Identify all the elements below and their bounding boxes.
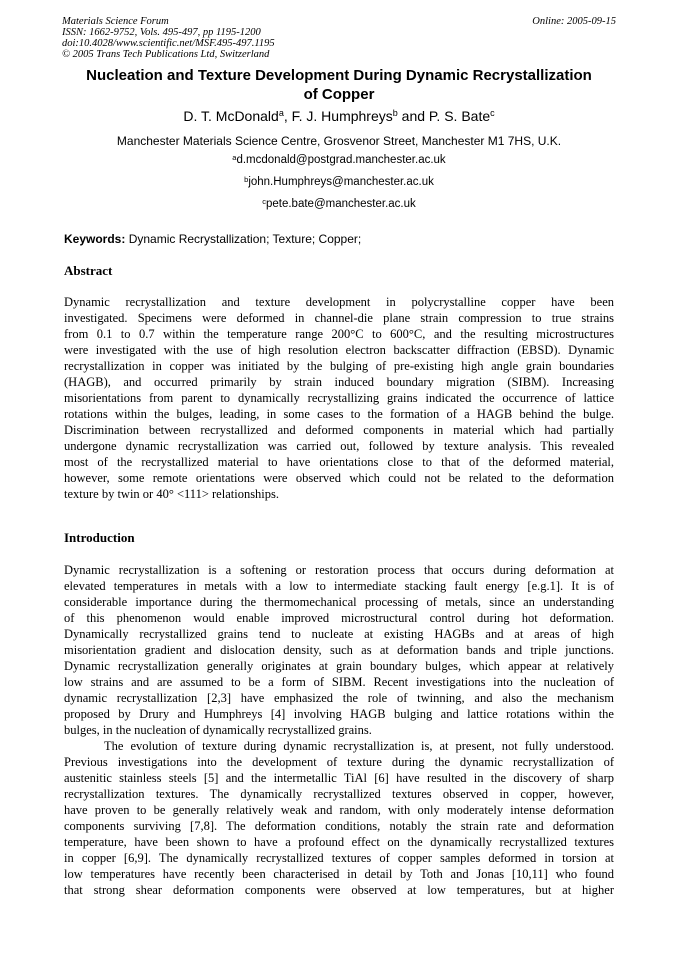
doi-line[interactable]: doi:10.4028/www.scientific.net/MSF.495-497.1195 (62, 38, 275, 49)
author-1: D. T. McDonald (183, 108, 279, 124)
author-3: and P. S. Bate (397, 108, 491, 124)
introduction-line: temperature, have been shown to have a profound effect on the dynamically recrystallized textures (64, 835, 614, 849)
abstract-line: were investigated with the use of high resolution electron backscatter diffraction (EBSD). Dynamic (64, 343, 614, 357)
issn-line: ISSN: 1662-9752, Vols. 495-497, pp 1195-1200 (62, 27, 261, 38)
title-line-2: of Copper (303, 86, 375, 103)
email-b-address[interactable]: john.Humphreys@manchester.ac.uk (248, 176, 434, 188)
email-a[interactable] (62, 153, 616, 167)
email-b[interactable] (62, 175, 616, 189)
introduction-line: in copper [6,9]. The dynamically recrystallized textures of copper samples deformed in torsion at (64, 851, 614, 865)
abstract-line: Dynamic recrystallization and texture development in polycrystalline copper have been (64, 295, 614, 309)
introduction-line: Previous investigations into the development of texture during the dynamic recrystallization of (64, 755, 614, 769)
author-2: , F. J. Humphreys (283, 108, 393, 124)
introduction-line: The evolution of texture during dynamic recrystallization is, at present, not fully understood. (104, 739, 614, 753)
introduction-line: Dynamic recrystallization generally originates at grain boundary bulges, which appear at relatively (64, 659, 614, 673)
author-3-mark: c (490, 108, 495, 118)
abstract-line: however, some remote orientations were observed which could not be related to the deformation (64, 471, 614, 485)
introduction-line: low strains and are assumed to be a form of SIBM. Recent investigations into the nucleation of (64, 675, 614, 689)
keywords-label: Keywords: (64, 232, 126, 246)
journal-header (62, 16, 616, 60)
introduction-heading: Introduction (64, 530, 135, 545)
abstract-body (64, 294, 614, 502)
keywords-text: Dynamic Recrystallization; Texture; Copper; (125, 232, 362, 246)
introduction-line: that strong shear deformation components were observed at low temperatures, but at higher (64, 883, 614, 897)
abstract-line: undergone dynamic recrystallization was carried out, followed by texture analysis. This revealed (64, 439, 614, 453)
abstract-line: rotations within the bulges, leading, in some cases to the formation of a HAGB behind the bulge. (64, 407, 614, 421)
paper-title (62, 66, 616, 104)
author-2-mark: b (392, 108, 398, 118)
email-c[interactable] (62, 197, 616, 211)
email-c-mark: c (262, 197, 266, 206)
introduction-line: Dynamically recrystallized grains tend to nucleate at existing HAGBs and at areas of high (64, 627, 614, 641)
introduction-line: proposed by Drury and Humphreys [4] involving HAGB bulging and lattice rotations within the (64, 707, 614, 721)
affiliation: Manchester Materials Science Centre, Grosvenor Street, Manchester M1 7HS, U.K. (116, 134, 562, 148)
introduction-line: misorientation gradient and dislocation density, such as at deformation bands and triple junctions. (64, 643, 614, 657)
title-line-1: Nucleation and Texture Development During Dynamic Recrystallization (86, 67, 592, 84)
introduction-line: considerable importance during the thermomechanical processing of metals, since an understanding (64, 595, 614, 609)
abstract-line: investigated. Specimens were deformed in channel-die plane strain compression to true strains (64, 311, 614, 325)
introduction-line: components surviving [7,8]. The deformation conditions, notably the strain rate and deformation (64, 819, 614, 833)
abstract-line: texture by twin or 40° <111> relationships. (64, 487, 280, 501)
copyright-line: © 2005 Trans Tech Publications Ltd, Switzerland (62, 49, 270, 60)
introduction-line: austenitic stainless steels [5] and the intermetallic TiAl [6] have resulted in the discovery of sharp (64, 771, 614, 785)
introduction-line: dynamic recrystallization [2,3] have emphasized the role of twinning, and also the mechanism (64, 691, 614, 705)
email-a-address[interactable]: d.mcdonald@postgrad.manchester.ac.uk (236, 154, 446, 166)
abstract-line: most of the recrystallized material to have orientations close to that of the deformed material, (64, 455, 614, 469)
author-list (62, 107, 616, 125)
introduction-line: elevated temperatures in metals with a low to intermediate stacking fault energy [e.g.1]. It is of (64, 579, 614, 593)
abstract-line: (HAGB), and occurred primarily by strain induced boundary migration (SIBM). Increasing (64, 375, 614, 389)
abstract-heading: Abstract (64, 263, 113, 278)
introduction-line: low temperatures have recently been characterised in detail by Toth and Jonas [10,11] who found (64, 867, 614, 881)
abstract-line: from 0.1 to 0.7 within the temperature range 200°C to 600°C, and the resulting microstructures (64, 327, 614, 341)
abstract-line: recrystallization in copper was initiated by the bulging of pre-existing high angle grain boundaries (64, 359, 614, 373)
introduction-line: Dynamic recrystallization is a softening or restoration process that occurs during deformation at (64, 563, 614, 577)
journal-name: Materials Science Forum (62, 16, 169, 27)
email-a-mark: a (232, 153, 237, 162)
introduction-body (64, 562, 614, 898)
abstract-line: misorientations from parent to dynamically recrystallizing grains indicated the occurrence of lattice (64, 391, 614, 405)
email-b-mark: b (244, 175, 249, 184)
introduction-line: recrystallization textures. The dynamically recrystallized textures observed in copper, however, (64, 787, 614, 801)
keywords (64, 232, 616, 247)
online-date: Online: 2005-09-15 (532, 16, 616, 27)
introduction-line: have proven to be generally relatively weak and random, with only moderately intense deformation (64, 803, 614, 817)
introduction-line: bulges, in the nucleation of dynamically recrystallized grains. (64, 723, 372, 737)
author-1-mark: a (278, 108, 284, 118)
email-c-address[interactable]: pete.bate@manchester.ac.uk (265, 198, 416, 210)
abstract-line: Discrimination between recrystallized and deformed components in material which had partially (64, 423, 614, 437)
introduction-line: of this phenomenon would enable improved microstructural control during hot deformation. (64, 611, 614, 625)
